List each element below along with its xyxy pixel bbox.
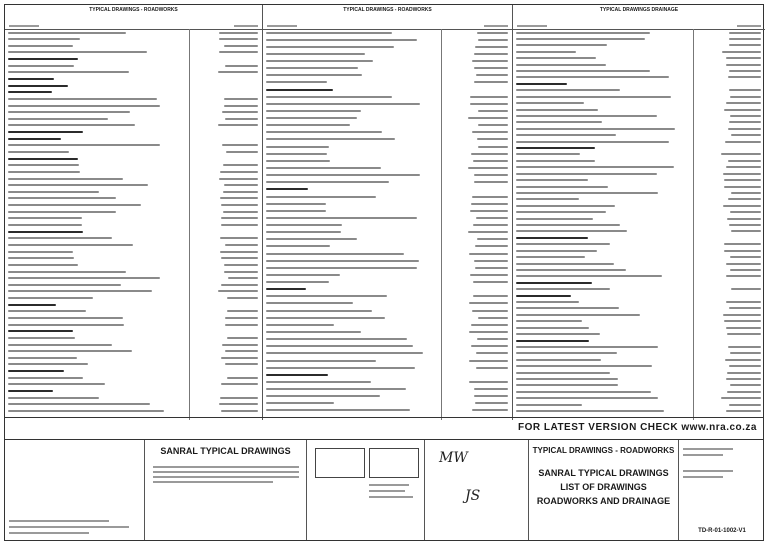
drawing-list-row [8, 409, 259, 412]
drawing-list-row [8, 97, 259, 100]
column-1-header [5, 5, 262, 30]
drawing-list-row [8, 363, 259, 366]
drawing-list-row [266, 288, 509, 291]
drawing-list-row [266, 402, 509, 405]
drawing-list-row [266, 88, 509, 91]
drawing-list-row [8, 370, 259, 373]
drawing-list-row [266, 281, 509, 284]
drawing-list-row [8, 336, 259, 339]
drawing-list-row [266, 152, 509, 155]
drawing-list-row [8, 263, 259, 266]
drawing-list-row [516, 108, 762, 111]
logo-block [307, 440, 425, 540]
drawing-list-row [516, 102, 762, 105]
drawing-list-column-1 [5, 5, 263, 420]
drawing-list-row [8, 44, 259, 47]
drawing-list-row [266, 145, 509, 148]
drawing-list-row [516, 358, 762, 361]
drawing-list-row [266, 109, 509, 112]
drawing-list-row [266, 409, 509, 412]
drawing-list-row [266, 338, 509, 341]
drawing-list-column-2 [263, 5, 513, 420]
drawing-list-row [8, 64, 259, 67]
drawing-list-row [266, 266, 509, 269]
drawing-list-row [8, 230, 259, 233]
drawing-list-row [266, 359, 509, 362]
drawing-list-row [516, 352, 762, 355]
drawing-list-row [8, 78, 259, 81]
drawing-list-row [8, 91, 259, 94]
drawing-list-row [516, 76, 762, 79]
drawing-list-row [266, 202, 509, 205]
drawing-list-row [8, 111, 259, 114]
drawing-list-row [516, 397, 762, 400]
drawing-list-row [516, 281, 762, 284]
drawing-list-row [266, 167, 509, 170]
drawing-list-row [8, 303, 259, 306]
drawing-list-row [8, 283, 259, 286]
drawing-list-row [266, 181, 509, 184]
column-1-title: TYPICAL DRAWINGS - ROADWORKS [89, 7, 178, 13]
drawing-list-row [266, 67, 509, 70]
drawing-list-row [516, 198, 762, 201]
drawing-list-row [266, 330, 509, 333]
drawing-list-row [266, 124, 509, 127]
drawing-list-row [8, 243, 259, 246]
drawing-list-row [516, 313, 762, 316]
drawing-list-row [8, 270, 259, 273]
drawing-title-block [529, 440, 679, 540]
drawing-list-row [266, 302, 509, 305]
signature-1: MW [439, 450, 468, 466]
drawing-list-row [516, 140, 762, 143]
drawing-list-row [516, 217, 762, 220]
drawing-list-row [8, 131, 259, 134]
drawing-number-block [679, 440, 765, 540]
drawing-list-row [516, 31, 762, 34]
drawing-list-row [266, 131, 509, 134]
drawing-list-row [516, 262, 762, 265]
drawing-list-row [8, 250, 259, 253]
drawing-list-row [516, 275, 762, 278]
drawing-list-row [266, 373, 509, 376]
drawing-list-row [516, 114, 762, 117]
drawing-list-row [8, 184, 259, 187]
drawing-list-row [266, 174, 509, 177]
drawing-list-row [266, 31, 509, 34]
drawing-list-row [8, 170, 259, 173]
drawing-list-row [516, 44, 762, 47]
drawing-list-row [8, 197, 259, 200]
drawing-list-row [516, 403, 762, 406]
drawing-list-row [8, 389, 259, 392]
drawing-list-row [8, 71, 259, 74]
drawing-list-row [8, 277, 259, 280]
drawing-list-row [266, 366, 509, 369]
drawing-list-row [8, 217, 259, 220]
title-block-band [5, 439, 763, 540]
drawing-list-row [8, 356, 259, 359]
column-1-rows [8, 31, 259, 418]
office-address [369, 448, 419, 478]
signature-2: JS [465, 488, 481, 504]
revision-table [5, 440, 145, 540]
drawing-list-row [516, 37, 762, 40]
drawing-list-row [266, 102, 509, 105]
drawing-list-row [516, 153, 762, 156]
drawing-list-row [8, 204, 259, 207]
drawing-list-row [266, 388, 509, 391]
drawing-list-row [8, 403, 259, 406]
drawing-list-row [516, 179, 762, 182]
column-3-rows [516, 31, 762, 418]
drawing-list-row [266, 252, 509, 255]
drawing-list-row [516, 371, 762, 374]
drawing-list-row [8, 383, 259, 386]
drawing-list-row [8, 38, 259, 41]
drawing-list-row [516, 89, 762, 92]
drawing-list-row [516, 294, 762, 297]
drawing-list-row [266, 74, 509, 77]
drawing-list-row [266, 395, 509, 398]
drawing-list-row [516, 211, 762, 214]
drawing-list-row [516, 63, 762, 66]
drawing-list-row [266, 216, 509, 219]
drawing-list-row [516, 333, 762, 336]
drawing-list-row [516, 185, 762, 188]
drawing-list-row [8, 330, 259, 333]
drawing-list-row [516, 365, 762, 368]
column-2-rows [266, 31, 509, 418]
drawing-list-column-3 [513, 5, 765, 420]
drawing-list-row [516, 268, 762, 271]
drawing-list-row [8, 310, 259, 313]
drawing-list-row [516, 236, 762, 239]
drawing-sheet [4, 4, 764, 541]
drawing-list-row [516, 301, 762, 304]
drawing-number: TD-R-01-1002-V1 [698, 528, 746, 534]
main-title-line-1: SANRAL TYPICAL DRAWINGS [538, 468, 669, 478]
drawing-list-row [266, 38, 509, 41]
drawing-list-row [266, 95, 509, 98]
drawing-list-row [266, 224, 509, 227]
drawing-list-row [266, 52, 509, 55]
drawing-list-row [266, 159, 509, 162]
drawing-list-row [516, 204, 762, 207]
drawing-list-row [516, 307, 762, 310]
drawing-list-row [516, 82, 762, 85]
drawing-list-row [8, 297, 259, 300]
column-3-header [513, 5, 765, 30]
signature-block [425, 440, 529, 540]
drawing-list-row [266, 259, 509, 262]
drawing-list-row [516, 191, 762, 194]
main-title-line-2: LIST OF DRAWINGS [560, 482, 647, 492]
drawing-list-row [8, 157, 259, 160]
drawing-list-row [266, 231, 509, 234]
drawing-list-row [8, 350, 259, 353]
right-title: TYPICAL DRAWINGS - ROADWORKS [532, 446, 675, 455]
drawing-list-row [516, 384, 762, 387]
column-2-title: TYPICAL DRAWINGS - ROADWORKS [343, 7, 432, 13]
drawing-list-row [516, 390, 762, 393]
drawing-list-row [516, 57, 762, 60]
drawing-list-row [516, 288, 762, 291]
drawing-list-row [266, 316, 509, 319]
column-1-subheader [9, 25, 258, 27]
drawing-list-row [516, 378, 762, 381]
drawing-list-row [516, 243, 762, 246]
drawing-list-row [266, 60, 509, 63]
drawing-list-row [266, 81, 509, 84]
title-block [5, 417, 763, 540]
drawing-list-row [516, 121, 762, 124]
drawing-list-row [516, 345, 762, 348]
drawing-list-row [8, 257, 259, 260]
drawing-list-row [516, 70, 762, 73]
drawing-list-row [8, 396, 259, 399]
drawing-list-row [266, 188, 509, 191]
drawing-list-row [266, 273, 509, 276]
drawing-list-row [8, 117, 259, 120]
agency-logo [315, 448, 365, 478]
drawing-list-row [266, 238, 509, 241]
drawing-list-row [8, 343, 259, 346]
column-3-title: TYPICAL DRAWINGS DRAINAGE [599, 7, 679, 13]
drawing-list-row [266, 345, 509, 348]
drawing-list-row [8, 316, 259, 319]
drawing-list-row [8, 124, 259, 127]
drawing-list-row [516, 410, 762, 413]
drawing-list-row [266, 195, 509, 198]
drawing-list-row [516, 256, 762, 259]
company-name: SANRAL TYPICAL DRAWINGS [160, 446, 291, 456]
drawing-list-row [516, 326, 762, 329]
latest-version-banner: FOR LATEST VERSION CHECK www.nra.co.za [517, 422, 757, 433]
copyright-block [145, 440, 307, 540]
drawing-list-row [8, 190, 259, 193]
drawing-list-row [266, 138, 509, 141]
drawing-list-row [516, 249, 762, 252]
drawing-list-row [516, 127, 762, 130]
drawing-list-row [266, 117, 509, 120]
drawing-list-row [8, 164, 259, 167]
drawing-list-row [516, 166, 762, 169]
drawing-list-row [8, 323, 259, 326]
drawing-list-row [266, 323, 509, 326]
drawing-list-row [8, 144, 259, 147]
drawing-list-row [516, 230, 762, 233]
drawing-list-row [8, 137, 259, 140]
drawing-list-row [516, 172, 762, 175]
drawing-list-row [8, 376, 259, 379]
drawing-list-row [266, 295, 509, 298]
drawing-list-row [8, 151, 259, 154]
drawing-list-row [266, 352, 509, 355]
drawing-list-row [8, 84, 259, 87]
column-2-subheader [267, 25, 508, 27]
column-3-subheader [517, 25, 761, 27]
drawing-list-row [8, 104, 259, 107]
drawing-list-row [8, 210, 259, 213]
drawing-list-row [8, 51, 259, 54]
drawing-list-row [516, 224, 762, 227]
drawing-list-row [8, 224, 259, 227]
drawing-list-row [8, 290, 259, 293]
drawing-list-row [516, 50, 762, 53]
drawing-list-row [8, 177, 259, 180]
drawing-list-row [516, 147, 762, 150]
drawing-list-row [516, 134, 762, 137]
drawing-list-row [8, 237, 259, 240]
drawing-list-row [516, 320, 762, 323]
drawing-list-row [266, 45, 509, 48]
main-title-line-3: ROADWORKS AND DRAINAGE [536, 496, 671, 506]
drawing-list-row [266, 309, 509, 312]
drawing-list-row [266, 245, 509, 248]
drawing-list-row [8, 58, 259, 61]
drawing-list-row [516, 159, 762, 162]
drawing-list-row [266, 209, 509, 212]
drawing-list-row [8, 31, 259, 34]
drawing-list-row [516, 339, 762, 342]
drawing-list-row [516, 95, 762, 98]
drawing-list-row [266, 380, 509, 383]
column-2-header [263, 5, 512, 30]
